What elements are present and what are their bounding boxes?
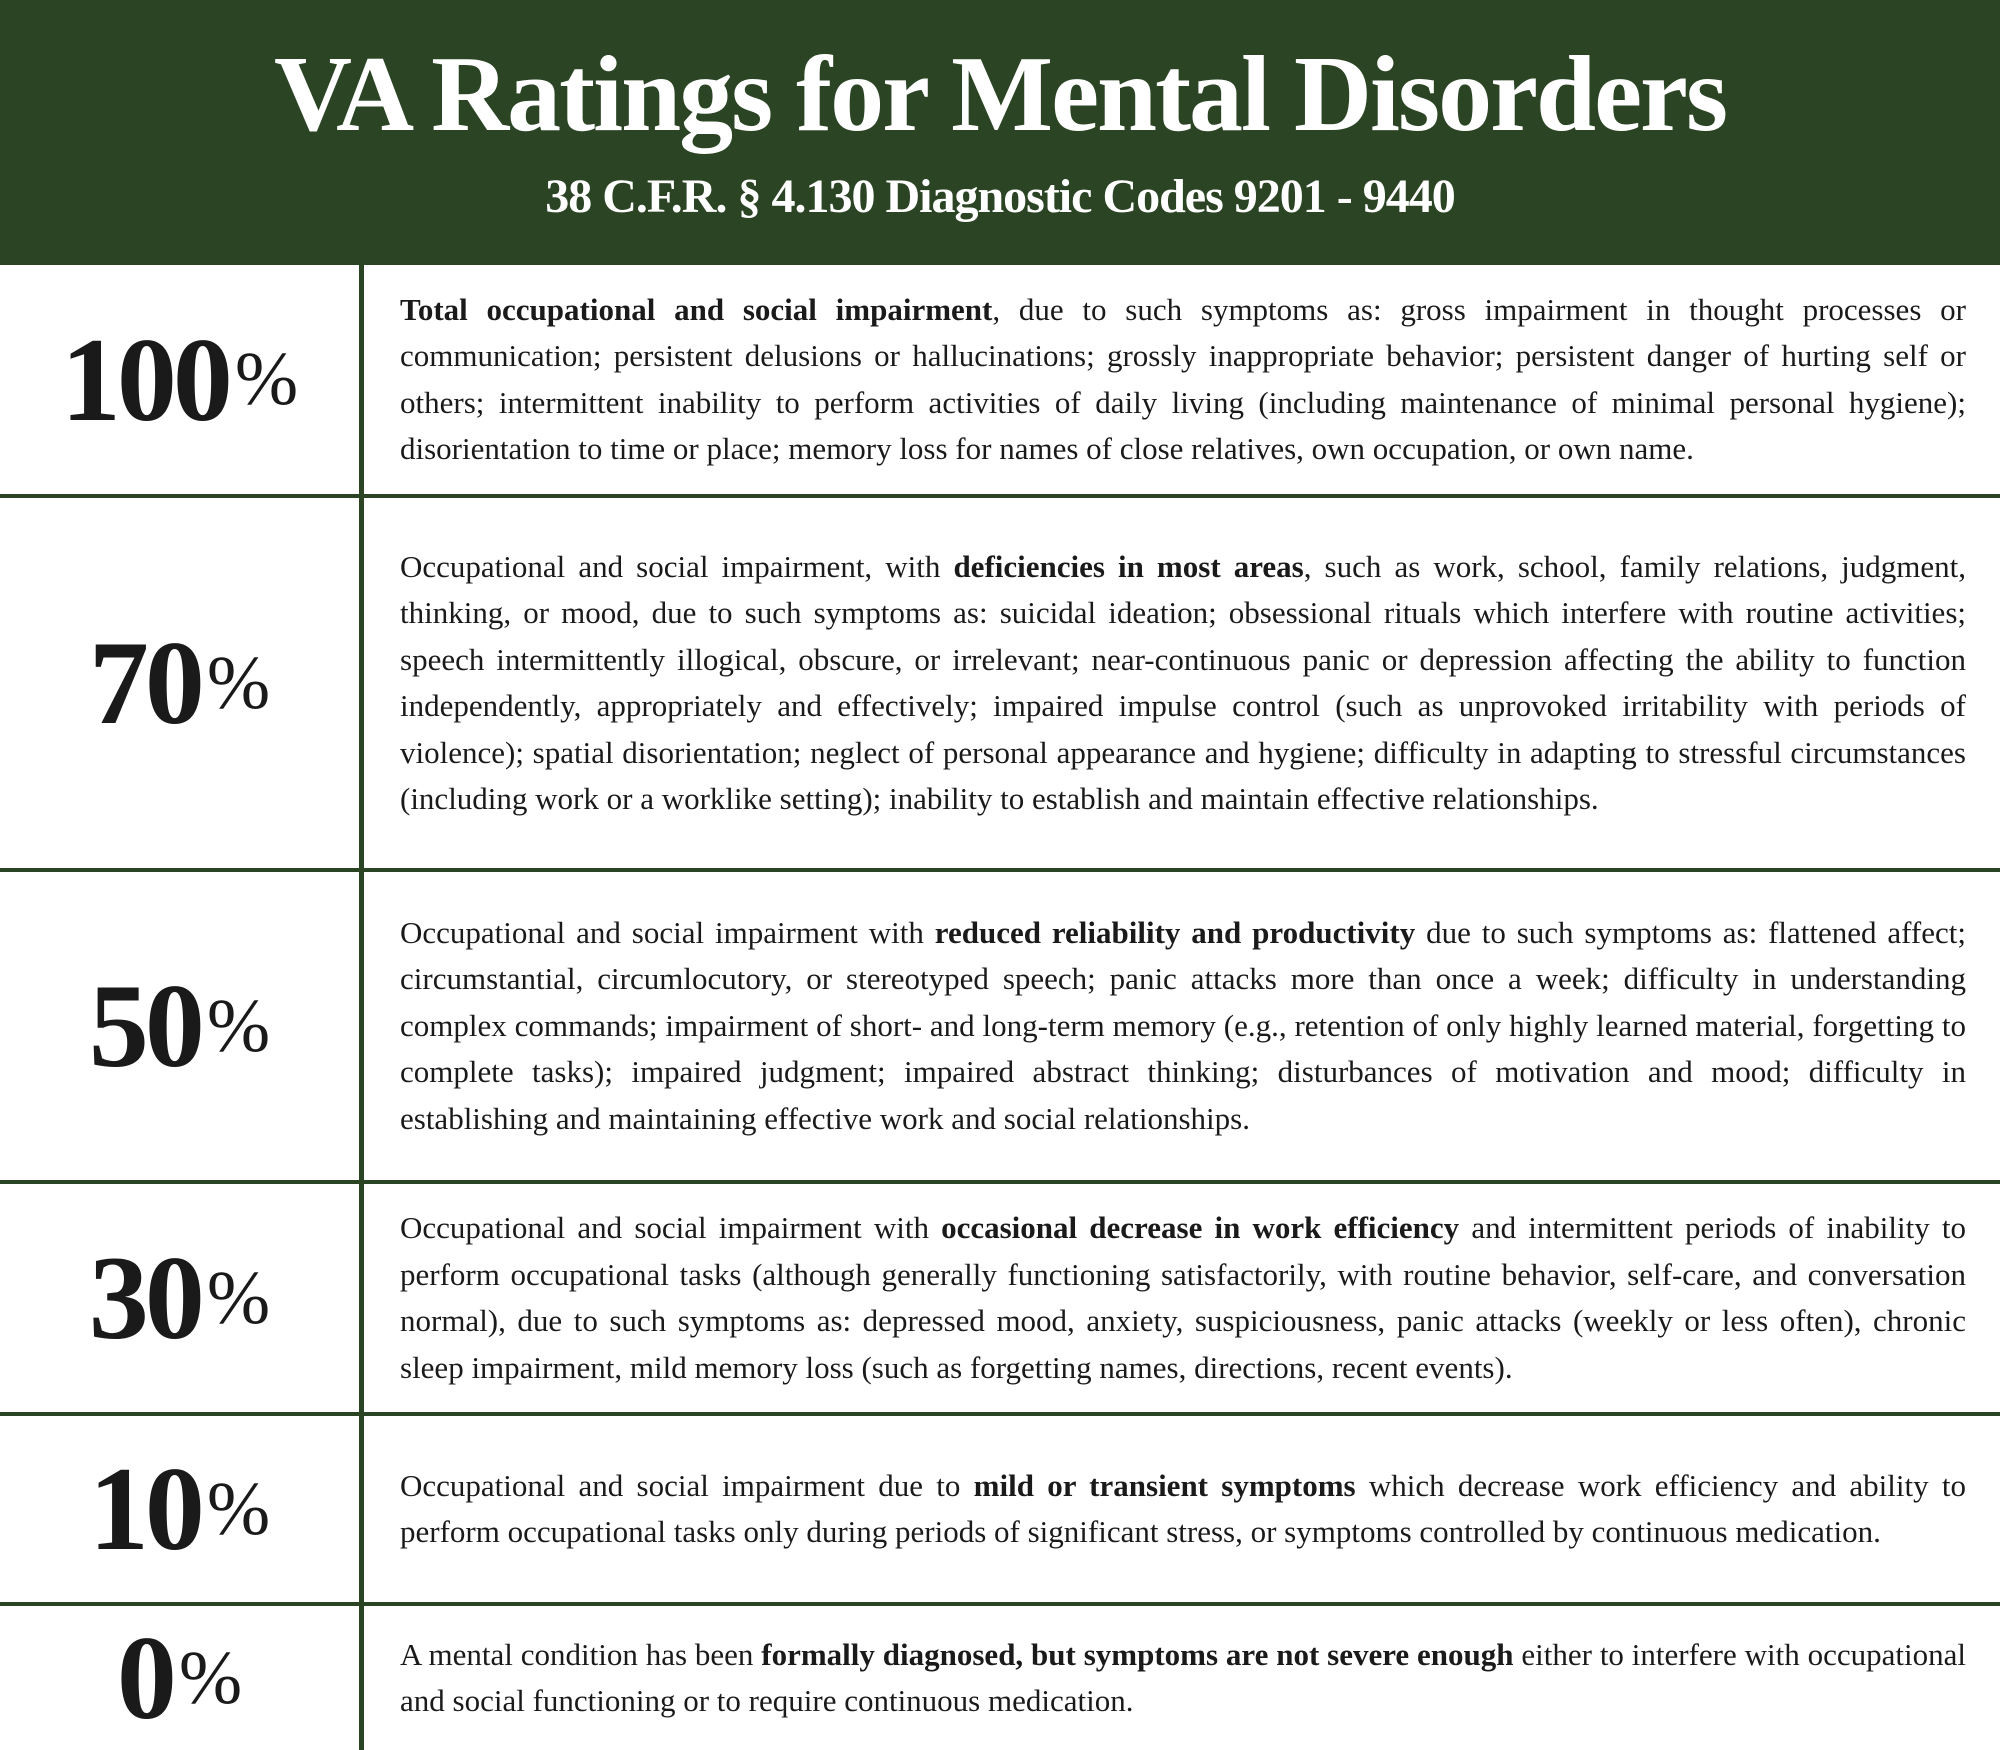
rating-row-70 — [0, 498, 2000, 872]
rating-percent-cell — [0, 1606, 364, 1750]
percent-sign: % — [206, 640, 271, 725]
rating-percent-value: 100 — [60, 312, 229, 446]
percent-sign: % — [206, 1255, 271, 1340]
percent-sign: % — [206, 983, 271, 1068]
description-emphasis: Total occupational and social impairment — [400, 291, 993, 327]
description-text: Occupational and social impairment due to — [400, 1467, 974, 1503]
rating-row-100 — [0, 265, 2000, 498]
rating-description-cell — [364, 872, 2000, 1180]
rating-percent-value: 30 — [88, 1231, 201, 1364]
description-text: and intermittent periods of inability to perform occupational tasks (although generally functioning satisfactorily, with routine behavior, self-care, and conversation normal), due to such symptoms as: depressed mood, anxiety, suspiciousness, panic attacks (weekly or less often), chronic sleep impairment, mild memory loss (such as forgetting names, directions, recent events). — [400, 1210, 1966, 1385]
rating-description-cell — [364, 1416, 2000, 1602]
description-text: , due to such symptoms as: gross impairment in thought processes or communication; persistent delusions or hallucinations; grossly inappropriate behavior; persistent danger of hurting self or others; intermittent inability to perform activities of daily living (including maintenance of minimal personal hygiene); disorientation to time or place; memory loss for names of close relatives, own occupation, or own name. — [400, 291, 1966, 466]
rating-description-cell — [364, 498, 2000, 868]
ratings-table — [0, 265, 2000, 1750]
rating-description — [400, 1632, 1966, 1725]
rating-description — [400, 1205, 1966, 1391]
rating-percent-value: 50 — [88, 959, 201, 1092]
rating-row-10 — [0, 1416, 2000, 1606]
rating-row-30 — [0, 1184, 2000, 1416]
header-banner — [0, 0, 2000, 265]
percent-sign: % — [234, 337, 299, 421]
rating-percent-value: 10 — [88, 1442, 201, 1575]
description-emphasis: occasional decrease in work efficiency — [941, 1210, 1460, 1245]
rating-percent-cell — [0, 1184, 364, 1412]
rating-description-cell — [364, 1606, 2000, 1750]
rating-description — [400, 287, 1966, 473]
description-text: due to such symptoms as: flattened affect; circumstantial, circumlocutory, or stereotyped speech; panic attacks more than once a week; difficulty in understanding complex commands; impairment of short- and long-term memory (e.g., retention of only highly learned material, forgetting to complete tasks); impaired judgment; impaired abstract thinking; disturbances of motivation and mood; difficulty in establishing and maintaining effective work and social relationships. — [400, 914, 1966, 1136]
description-text: which decrease work efficiency and ability to perform occupational tasks only during periods of significant stress, or symptoms controlled by continuous medication. — [400, 1467, 1967, 1549]
description-text: Occupational and social impairment with — [400, 914, 935, 950]
rating-description — [400, 544, 1966, 823]
rating-percent-cell — [0, 498, 364, 868]
percent-sign: % — [178, 1635, 243, 1720]
page-title: VA Ratings for Mental Disorders — [274, 35, 1726, 154]
rating-description — [400, 1463, 1966, 1556]
rating-percent-value: 70 — [88, 616, 201, 749]
rating-percent-cell — [0, 265, 364, 494]
page-subtitle: 38 C.F.R. § 4.130 Diagnostic Codes 9201 - 9440 — [545, 170, 1455, 224]
rating-percent-value: 0 — [116, 1611, 173, 1744]
description-emphasis: formally diagnosed, but symptoms are not severe enough — [761, 1636, 1514, 1672]
description-text: A mental condition has been — [400, 1636, 762, 1672]
rating-percent-cell — [0, 872, 364, 1180]
rating-row-50 — [0, 872, 2000, 1184]
description-text: Occupational and social impairment, with — [400, 548, 954, 584]
description-emphasis: reduced reliability and productivity — [934, 914, 1416, 950]
rating-description — [400, 910, 1966, 1143]
rating-description-cell — [364, 1184, 2000, 1412]
percent-sign: % — [206, 1466, 271, 1551]
rating-description-cell — [364, 265, 2000, 494]
description-emphasis: mild or transient symptoms — [973, 1467, 1356, 1503]
description-text: either to interfere with occupational and social functioning or to require continuous medication. — [400, 1636, 1966, 1718]
description-text: , such as work, school, family relations, judgment, thinking, or mood, due to such symptoms as: suicidal ideation; obsessional rituals which interfere with routine activities; speech intermittently illogical, obscure, or irrelevant; near-continuous panic or depression affecting the ability to function independently, appropriately and effectively; impaired impulse control (such as unprovoked irritability with periods of violence); spatial disorientation; neglect of personal appearance and hygiene; difficulty in adapting to stressful circumstances (including work or a worklike setting); inability to establish and maintain effective relationships. — [400, 548, 1966, 816]
rating-row-0 — [0, 1606, 2000, 1750]
description-text: Occupational and social impairment with — [400, 1210, 942, 1245]
description-emphasis: deficiencies in most areas — [953, 548, 1304, 584]
rating-percent-cell — [0, 1416, 364, 1602]
